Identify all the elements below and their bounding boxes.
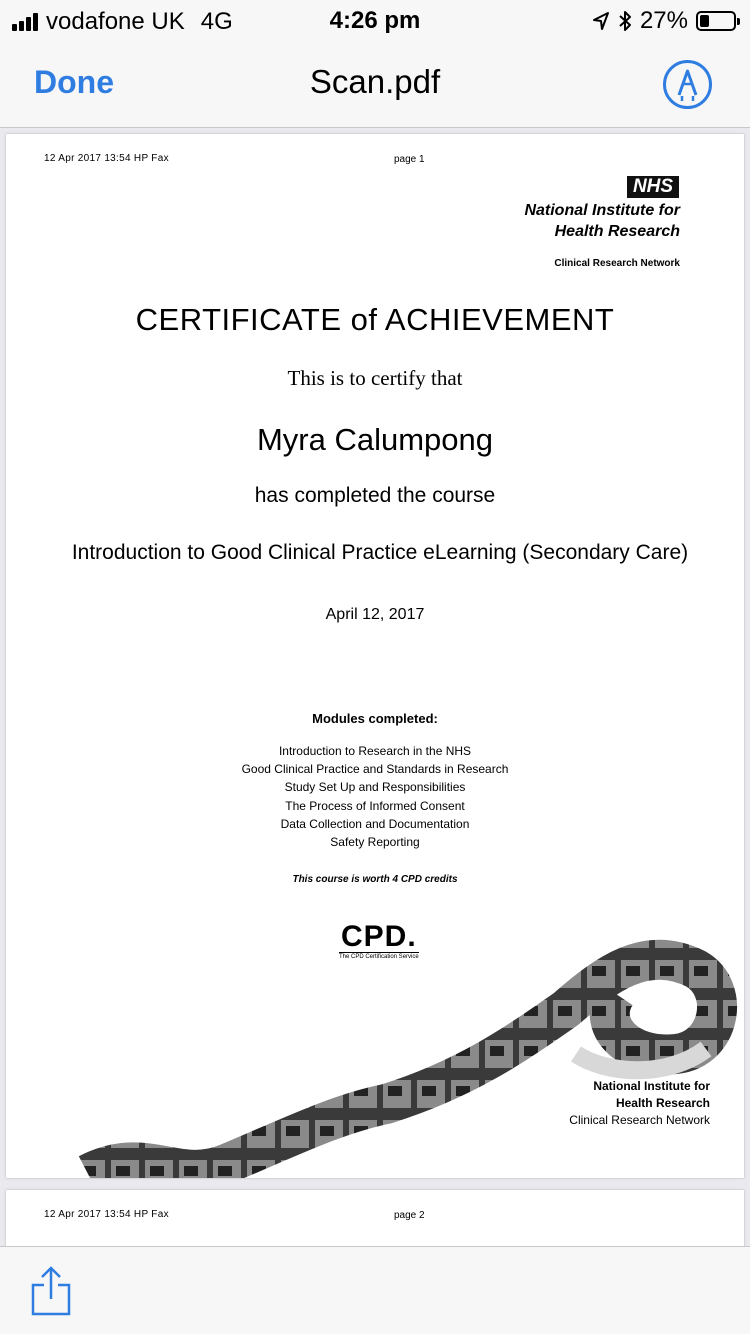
organisation-line-2: Health Research	[554, 223, 680, 240]
footer-line-3: Clinical Research Network	[569, 1113, 710, 1127]
recipient-name: Myra Calumpong	[256, 422, 494, 457]
certify-text: This is to certify that	[287, 366, 463, 390]
module-item: The Process of Informed Consent	[285, 798, 465, 813]
fax-page-number: page 1	[394, 154, 425, 165]
module-item: Introduction to Research in the NHS	[278, 744, 472, 758]
modules-list	[6, 742, 744, 851]
bluetooth-icon	[618, 10, 632, 32]
module-item: Good Clinical Practice and Standards in Research	[241, 762, 509, 777]
certificate-title: CERTIFICATE of ACHIEVEMENT	[135, 302, 615, 337]
footer-line-2: Health Research	[615, 1096, 710, 1110]
status-right	[592, 7, 736, 35]
footer-line-1: National Institute for	[593, 1079, 710, 1093]
fax-header: 12 Apr 2017 13:54 HP Fax	[44, 153, 169, 164]
pdf-page-2[interactable]	[6, 1190, 744, 1250]
bottom-toolbar	[0, 1246, 750, 1334]
fax-page-number: page 2	[394, 1210, 425, 1221]
cpd-logo	[339, 922, 419, 960]
organisation-network: Clinical Research Network	[554, 258, 680, 269]
pdf-page-1[interactable]	[6, 134, 744, 1178]
status-time: 4:26 pm	[329, 7, 421, 34]
cpd-credits-note: This course is worth 4 CPD credits	[292, 874, 458, 885]
status-bar	[0, 0, 750, 40]
fax-header: 12 Apr 2017 13:54 HP Fax	[44, 1209, 169, 1220]
module-item: Study Set Up and Responsibilities	[284, 780, 466, 795]
footer-organisation	[569, 1078, 710, 1129]
completion-date: April 12, 2017	[325, 606, 425, 623]
network-type: 4G	[200, 8, 233, 35]
organisation-line-1: National Institute for	[524, 202, 680, 219]
done-button[interactable]: Done	[34, 64, 114, 100]
document-title: Scan.pdf	[309, 63, 441, 100]
markup-pen-icon	[666, 63, 709, 106]
module-item: Safety Reporting	[330, 835, 420, 850]
nhs-logo: NHS	[627, 176, 679, 198]
battery-icon	[696, 11, 736, 31]
markup-button[interactable]	[663, 60, 712, 109]
location-icon	[592, 11, 610, 31]
module-item: Data Collection and Documentation	[280, 816, 470, 831]
carrier-name: vodafone UK	[46, 8, 185, 35]
modules-heading: Modules completed:	[312, 711, 438, 726]
cpd-service-label: The CPD Certification Service	[339, 954, 419, 960]
navigation-bar	[0, 40, 750, 128]
share-icon	[30, 1265, 72, 1317]
course-title: Introduction to Good Clinical Practice eLearning (Secondary Care)	[71, 541, 689, 564]
completed-text: has completed the course	[254, 484, 496, 507]
share-button[interactable]	[30, 1265, 72, 1317]
cpd-logo-mark: CPD.	[341, 920, 417, 953]
organisation-name	[524, 200, 680, 242]
battery-percent: 27%	[639, 7, 688, 34]
